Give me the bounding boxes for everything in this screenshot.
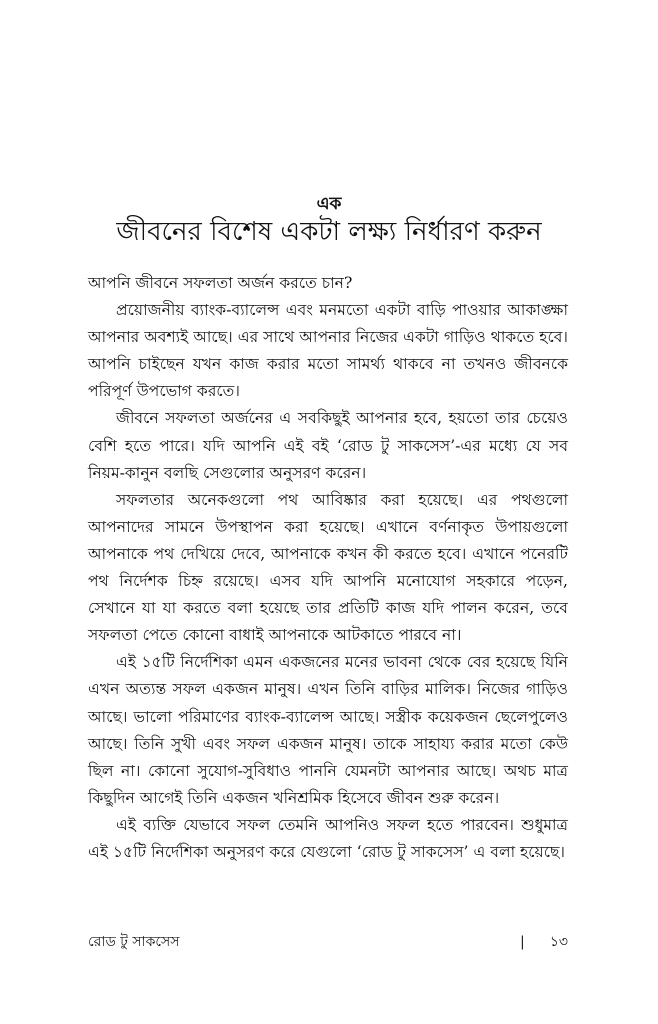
- body-text: [88, 270, 568, 866]
- page-number: ১৩: [549, 934, 568, 950]
- paragraph: সফলতার অনেকগুলো পথ আবিষ্কার করা হয়েছে। এর পথগুলো আপনাদের সামনে উপস্থাপন করা হয়েছে। এখানে বর্ণনাকৃত উপায়গুলো আপনাকে পথ দেখিয়ে দেবে, আপনাকে কখন কী করতে হবে। এখানে পনেরটি পথ নির্দেশক চিহ্ন রয়েছে। এসব যদি আপনি মনোযোগ সহকারে পড়েন, সেখানে যা যা করতে বলা হয়েছে তার প্রতিটি কাজ যদি পালন করেন, তবে সফলতা পেতে কোনো বাধাই আপনাকে আটকাতে পারবে না।: [88, 490, 568, 645]
- paragraph: জীবনে সফলতা অর্জনের এ সবকিছুই আপনার হবে, হয়তো তার চেয়েও বেশি হতে পারে। যদি আপনি এই বই ‘রোড টু সাকসেস’-এর মধ্যে যে সব নিয়ম-কানুন বলছি সেগুলোর অনুসরণ করেন।: [88, 409, 568, 482]
- paragraph: এই ১৫টি নির্দেশিকা এমন একজনের মনের ভাবনা থেকে বের হয়েছে যিনি এখন অত্যন্ত সফল একজন মানুষ। এখন তিনি বাড়ির মালিক। নিজের গাড়িও আছে। ভালো পরিমাণের ব্যাংক-ব্যালেন্স আছে। সস্ত্রীক কয়েকজন ছেলেপুলেও আছে। তিনি সুখী এবং সফল একজন মানুষ। তাকে সাহায্য করার মতো কেউ ছিল না। কোনো সুযোগ-সুবিধাও পাননি যেমনটা আপনার আছে। অথচ মাত্র কিছুদিন আগেই তিনি একজন খনিশ্রমিক হিসেবে জীবন শুরু করেন।: [88, 653, 568, 807]
- footer-book-title: রোড টু সাকসেস: [88, 934, 180, 950]
- footer-separator: |: [520, 934, 525, 950]
- paragraph: এই ব্যক্তি যেভাবে সফল তেমনি আপনিও সফল হতে পারবেন। শুধুমাত্র এই ১৫টি নির্দেশিকা অনুসরণ করে যেগুলো ‘রোড টু সাকসেস’ এ বলা হয়েছে।: [88, 815, 568, 861]
- paragraph: প্রয়োজনীয় ব্যাংক-ব্যালেন্স এবং মনমতো একটা বাড়ি পাওয়ার আকাঙ্ক্ষা আপনার অবশ্যই আছে। এর সাথে আপনার নিজের একটা গাড়িও থাকতে হবে। আপনি চাইছেন যখন কাজ করার মতো সামর্থ্য থাকবে না তখনও জীবনকে পরিপূর্ণ উপভোগ করতে।: [88, 301, 568, 401]
- chapter-number: এক: [316, 194, 342, 214]
- paragraph-question: আপনি জীবনে সফলতা অর্জন করতে চান?: [88, 274, 353, 292]
- page-footer: [88, 930, 568, 954]
- chapter-title: জীবনের বিশেষ একটা লক্ষ্য নির্ধারণ করুন: [116, 217, 542, 247]
